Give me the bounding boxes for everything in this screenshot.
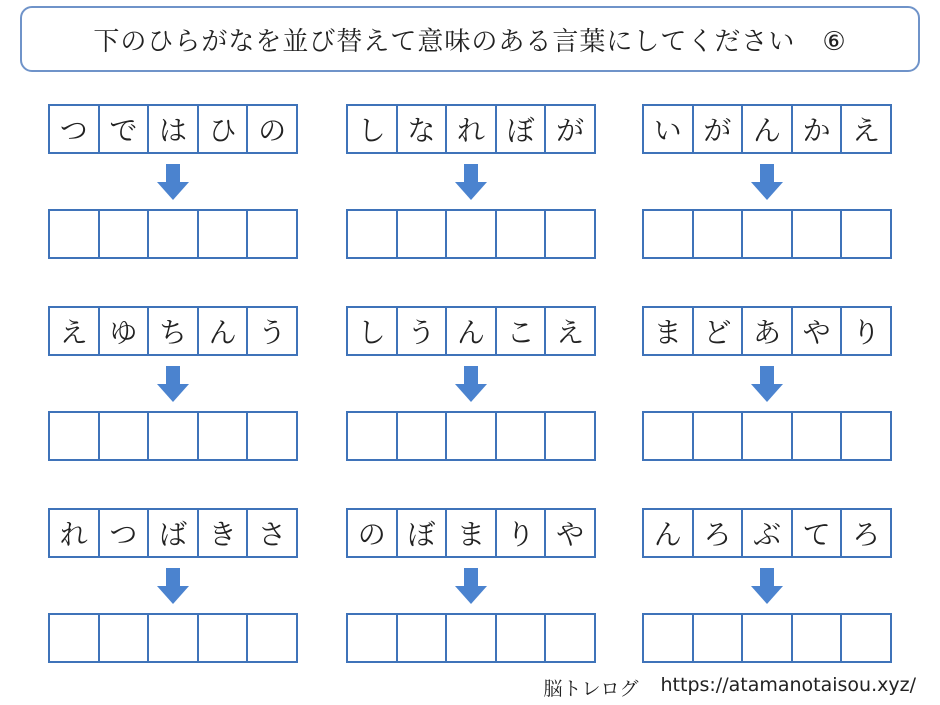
answer-cell[interactable] [199, 413, 249, 459]
answer-boxes [48, 411, 298, 461]
answer-cell[interactable] [199, 211, 249, 257]
letter-cell: え [50, 308, 100, 354]
answer-cell[interactable] [199, 615, 249, 661]
answer-cell[interactable] [348, 211, 398, 257]
scrambled-letters [48, 508, 298, 558]
letter-cell: こ [497, 308, 547, 354]
letter-cell: ま [644, 308, 694, 354]
letter-cell: れ [447, 106, 497, 152]
letter-cell: し [348, 308, 398, 354]
answer-boxes [642, 613, 892, 663]
letter-cell: あ [743, 308, 793, 354]
answer-boxes [642, 411, 892, 461]
letter-cell: が [694, 106, 744, 152]
letter-cell: し [348, 106, 398, 152]
worksheet-title: 下のひらがなを並び替えて意味のある言葉にしてください ⑥ [93, 26, 847, 57]
letter-cell: う [398, 308, 448, 354]
answer-boxes [346, 411, 596, 461]
letter-cell: き [199, 510, 249, 556]
answer-cell[interactable] [644, 615, 694, 661]
puzzle-1 [48, 104, 298, 262]
letter-cell: ぶ [743, 510, 793, 556]
answer-cell[interactable] [348, 615, 398, 661]
scrambled-letters [642, 104, 892, 154]
letter-cell: ろ [694, 510, 744, 556]
answer-cell[interactable] [546, 413, 594, 459]
answer-cell[interactable] [546, 615, 594, 661]
answer-cell[interactable] [743, 615, 793, 661]
down-arrow-icon [751, 568, 783, 604]
answer-boxes [48, 613, 298, 663]
letter-cell: で [100, 106, 150, 152]
letter-cell: ま [447, 510, 497, 556]
scrambled-letters [48, 104, 298, 154]
letter-cell: や [556, 518, 585, 551]
letter-cell: の [258, 114, 287, 147]
letter-cell: ろ [852, 518, 881, 551]
down-arrow-icon [157, 164, 189, 200]
answer-cell[interactable] [497, 615, 547, 661]
letter-cell: が [556, 114, 585, 147]
down-arrow-icon [157, 366, 189, 402]
answer-cell[interactable] [248, 413, 296, 459]
answer-cell[interactable] [743, 413, 793, 459]
puzzle-6 [642, 306, 892, 464]
answer-cell[interactable] [50, 615, 100, 661]
letter-cell: の [348, 510, 398, 556]
answer-boxes [346, 209, 596, 259]
letter-cell: て [793, 510, 843, 556]
letter-cell: り [497, 510, 547, 556]
letter-cell: ち [149, 308, 199, 354]
letter-cell: え [556, 316, 585, 349]
puzzle-2 [346, 104, 596, 262]
answer-cell[interactable] [398, 211, 448, 257]
answer-cell[interactable] [546, 211, 594, 257]
letter-cell: ど [694, 308, 744, 354]
answer-cell[interactable] [398, 413, 448, 459]
letter-cell: さ [258, 518, 287, 551]
puzzle-5 [346, 306, 596, 464]
letter-cell: つ [100, 510, 150, 556]
answer-cell[interactable] [100, 615, 150, 661]
answer-cell[interactable] [793, 615, 843, 661]
answer-boxes [346, 613, 596, 663]
answer-boxes [642, 209, 892, 259]
letter-cell: ん [644, 510, 694, 556]
answer-cell[interactable] [149, 615, 199, 661]
letter-cell: ぼ [497, 106, 547, 152]
answer-cell[interactable] [100, 211, 150, 257]
scrambled-letters [642, 306, 892, 356]
answer-cell[interactable] [694, 211, 744, 257]
answer-cell[interactable] [793, 211, 843, 257]
letter-cell: り [852, 316, 881, 349]
answer-cell[interactable] [398, 615, 448, 661]
scrambled-letters [346, 508, 596, 558]
letter-cell: れ [50, 510, 100, 556]
answer-cell[interactable] [50, 413, 100, 459]
down-arrow-icon [751, 164, 783, 200]
scrambled-letters [346, 306, 596, 356]
letter-cell: な [398, 106, 448, 152]
site-name: 脳トレログ [543, 678, 639, 700]
footer [543, 674, 916, 701]
down-arrow-icon [751, 366, 783, 402]
answer-cell[interactable] [100, 413, 150, 459]
letter-cell: ゆ [100, 308, 150, 354]
letter-cell: え [852, 114, 881, 147]
puzzle-4 [48, 306, 298, 464]
letter-cell: ん [743, 106, 793, 152]
scrambled-letters [48, 306, 298, 356]
down-arrow-icon [455, 366, 487, 402]
puzzle-9 [642, 508, 892, 666]
letter-cell: ん [199, 308, 249, 354]
worksheet-title-box [20, 6, 920, 72]
scrambled-letters [642, 508, 892, 558]
answer-cell[interactable] [743, 211, 793, 257]
answer-cell[interactable] [149, 211, 199, 257]
answer-cell[interactable] [447, 615, 497, 661]
answer-cell[interactable] [793, 413, 843, 459]
letter-cell: う [258, 316, 287, 349]
answer-cell[interactable] [149, 413, 199, 459]
answer-cell[interactable] [50, 211, 100, 257]
letter-cell: い [644, 106, 694, 152]
down-arrow-icon [455, 164, 487, 200]
puzzle-7 [48, 508, 298, 666]
answer-boxes [48, 209, 298, 259]
letter-cell: つ [50, 106, 100, 152]
answer-cell[interactable] [842, 211, 890, 257]
puzzle-3 [642, 104, 892, 262]
answer-cell[interactable] [694, 615, 744, 661]
letter-cell: ん [447, 308, 497, 354]
answer-cell[interactable] [644, 211, 694, 257]
puzzle-8 [346, 508, 596, 666]
answer-cell[interactable] [644, 413, 694, 459]
answer-cell[interactable] [497, 211, 547, 257]
answer-cell[interactable] [248, 615, 296, 661]
letter-cell: ひ [199, 106, 249, 152]
answer-cell[interactable] [497, 413, 547, 459]
letter-cell: か [793, 106, 843, 152]
down-arrow-icon [157, 568, 189, 604]
answer-cell[interactable] [348, 413, 398, 459]
answer-cell[interactable] [842, 615, 890, 661]
scrambled-letters [346, 104, 596, 154]
letter-cell: ば [149, 510, 199, 556]
letter-cell: は [149, 106, 199, 152]
down-arrow-icon [455, 568, 487, 604]
answer-cell[interactable] [842, 413, 890, 459]
letter-cell: ぼ [398, 510, 448, 556]
answer-cell[interactable] [447, 211, 497, 257]
site-url[interactable]: https://atamanotaisou.xyz/ [660, 674, 916, 696]
answer-cell[interactable] [694, 413, 744, 459]
answer-cell[interactable] [447, 413, 497, 459]
letter-cell: や [793, 308, 843, 354]
answer-cell[interactable] [248, 211, 296, 257]
